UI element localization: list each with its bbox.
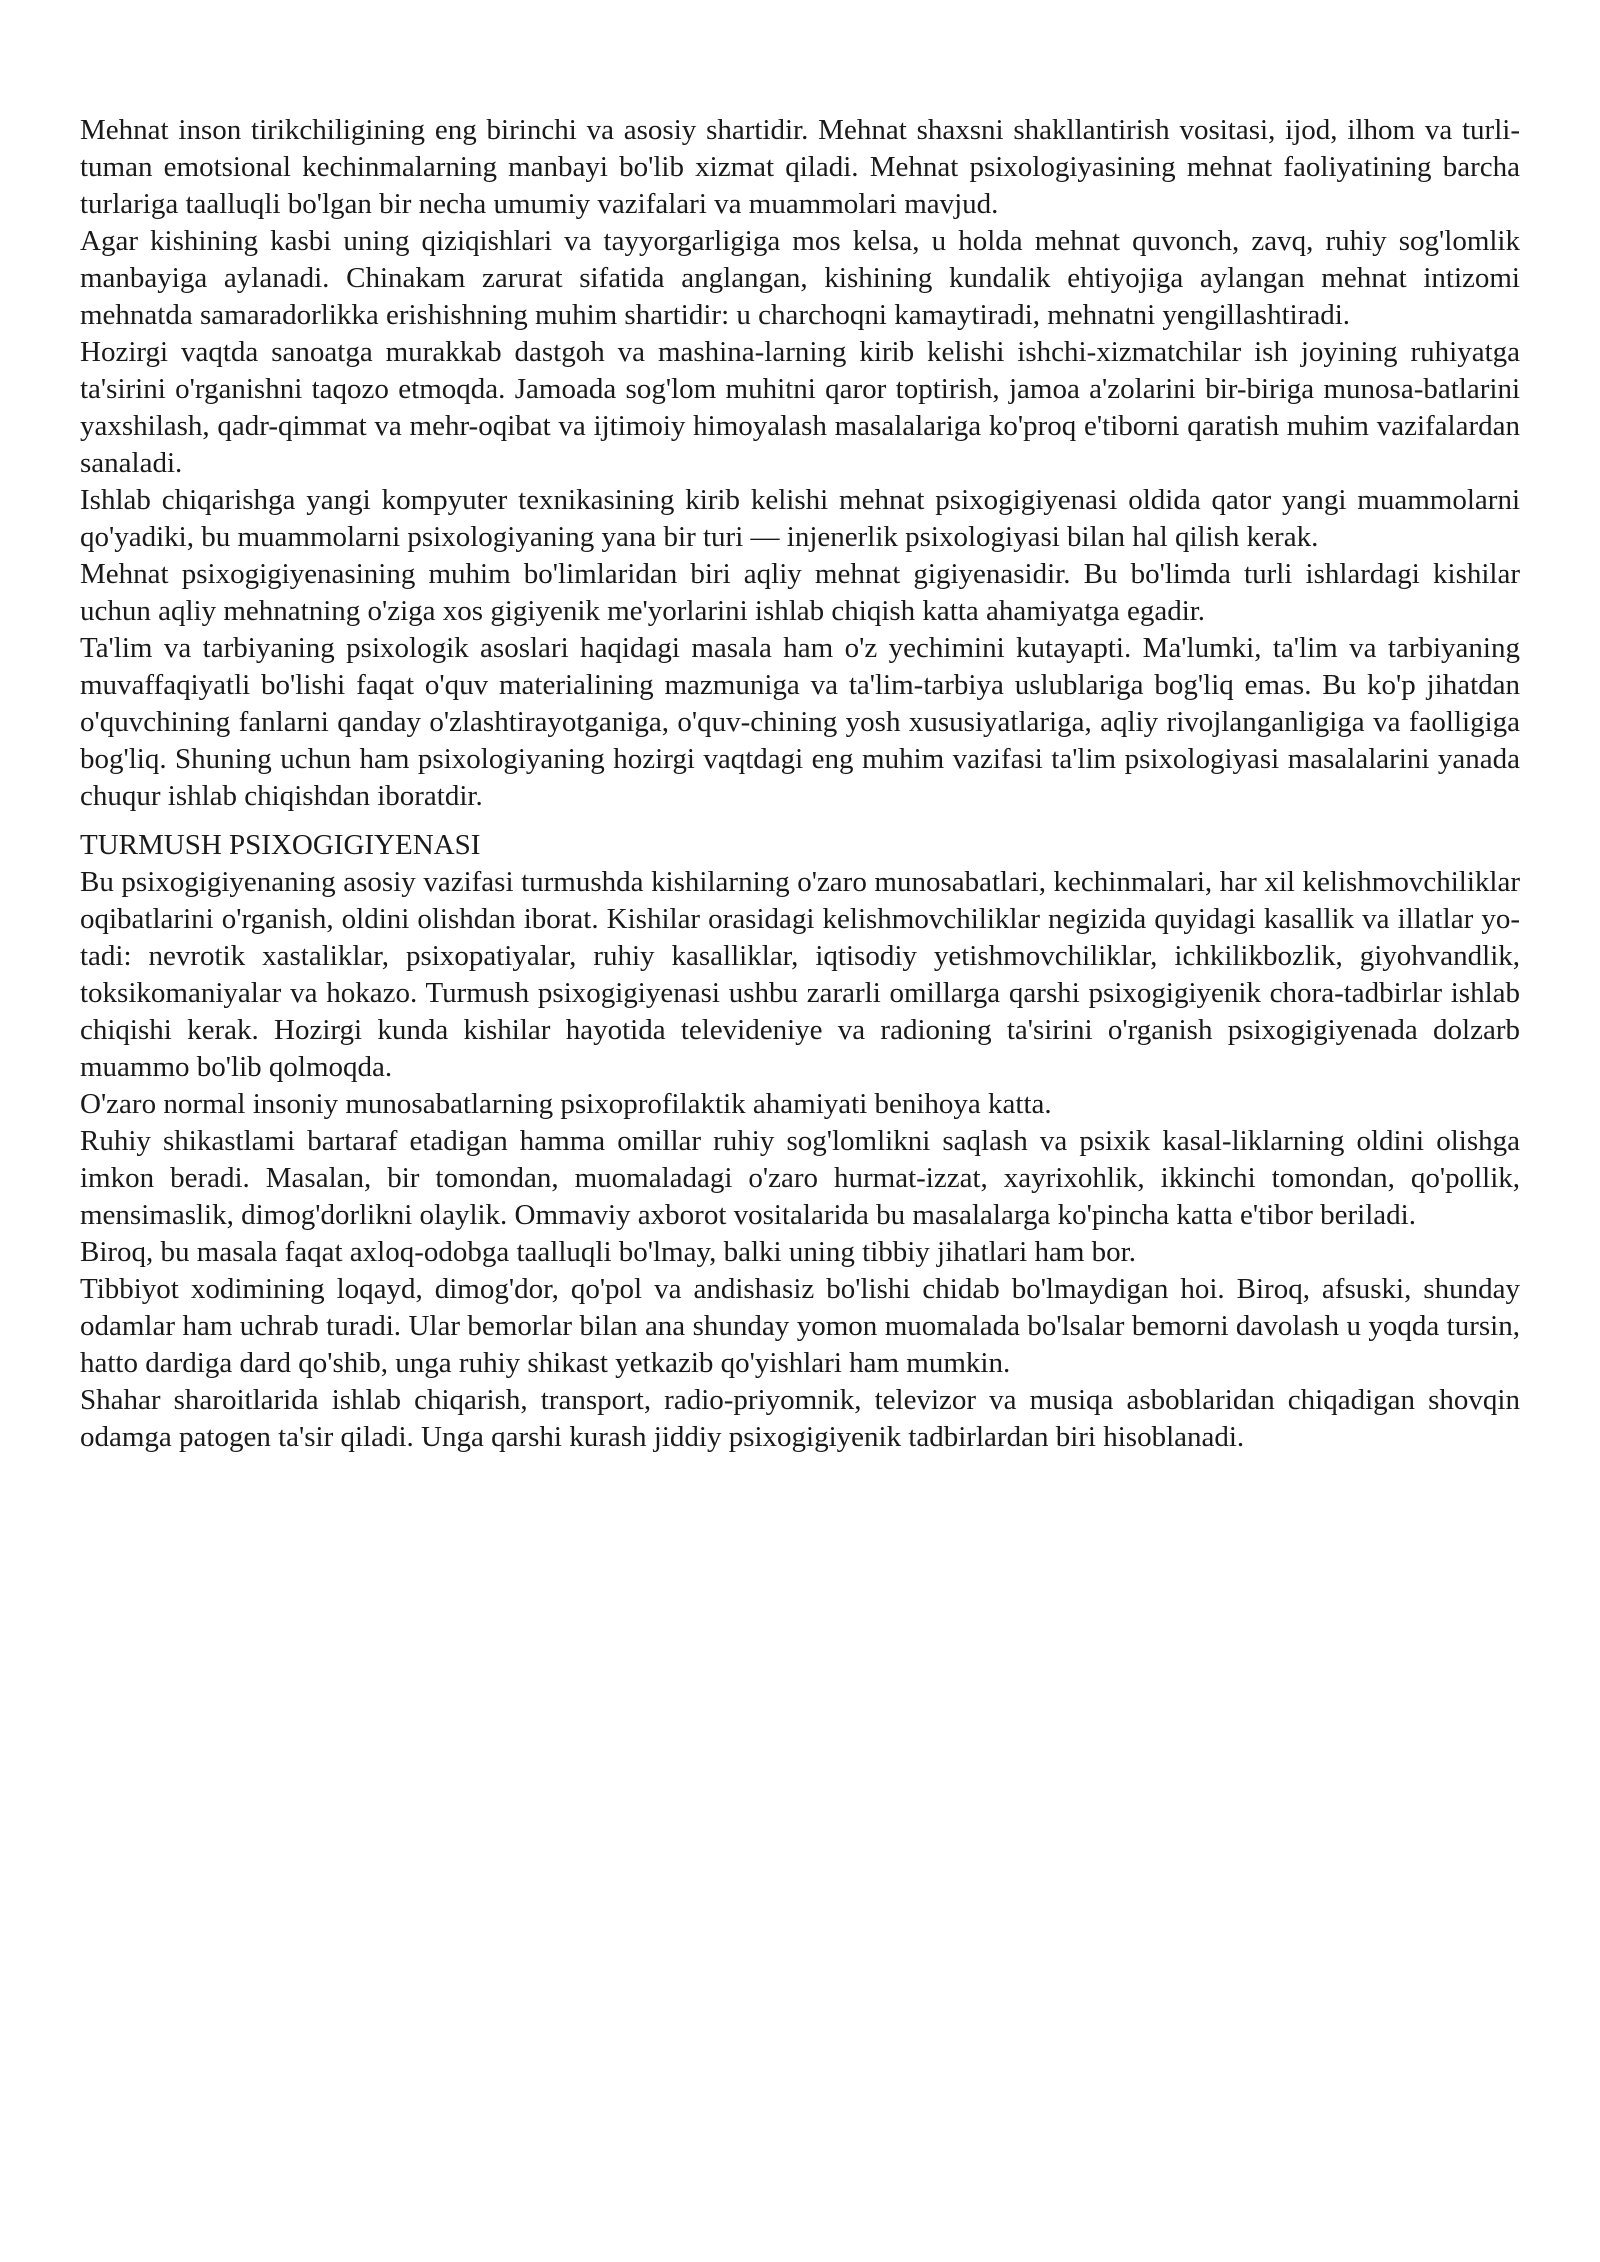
section-heading: TURMUSH PSIXOGIGIYENASI — [80, 829, 481, 861]
paragraph-talim-tarbiya: Ta'lim va tarbiyaning psixologik asoslari haqidagi masala ham o'z yechimini kutayapti. Ma'lumki, ta'lim va tarbiyaning muvaffaqiyatli bo'lishi faqat o'quv materialining mazmuniga va ta'lim-tarbiya uslublariga bog'liq emas. Bu ko'p jihatdan o'quvchining fanlarni qanday o'zlashtirayotganiga, o'quv-chining yosh xususiyatlariga, aqliy rivojlanganligiga va faolligiga bog'liq. Shuning uchun ham psixologiyaning hozirgi vaqtdagi eng muhim vazifasi ta'lim psixologiyasi masalalarini yanada chuqur ishlab chiqishdan iboratdir. — [80, 632, 1520, 812]
paragraph-mehnat-intro: Mehnat inson tirikchiligining eng birinchi va asosiy shartidir. Mehnat shaxsni shakllantirish vositasi, ijod, ilhom va turli-tuman emotsional kechinmalarning manbayi bo'lib xizmat qiladi. Mehnat psixologiyasining mehnat faoliyatining barcha turlariga taalluqli bo'lgan bir necha umumiy vazifalari va muammolari mavjud. — [80, 114, 1520, 220]
paragraph-aqliy-mehnat: Mehnat psixogigiyenasining muhim bo'limlaridan biri aqliy mehnat gigiyenasidir. Bu bo'limda turli ishlardagi kishilar uchun aqliy mehnatning o'ziga xos gigiyenik me'yorlarini ishlab chiqish katta ahamiyatga egadir. — [80, 558, 1520, 627]
paragraph-tibbiyot-xodimi: Tibbiyot xodimining loqayd, dimog'dor, qo'pol va andishasiz bo'lishi chidab bo'lmaydigan hoi. Biroq, afsuski, shunday odamlar ham uchrab turadi. Ular bemorlar bilan ana shunday yomon muomalada bo'lsalar bemorni davolash u yoqda tursin, hatto dardiga dard qo'shib, unga ruhiy shikast yetkazib qo'yishlari ham mumkin. — [80, 1273, 1520, 1379]
paragraph-kasb-qiziqish: Agar kishining kasbi uning qiziqishlari va tayyorgarligiga mos kelsa, u holda mehnat quvonch, zavq, ruhiy sog'lomlik manbayiga aylanadi. Chinakam zarurat sifatida anglangan, kishining kundalik ehtiyojiga aylangan mehnat intizomi mehnatda samaradorlikka erishishning muhim shartidir: u charchoqni kamaytiradi, mehnatni yengillashtiradi. — [80, 225, 1520, 331]
paragraph-turmush-vazifa: Bu psixogigiyenaning asosiy vazifasi turmushda kishilarning o'zaro munosabatlari, kechinmalari, har xil kelishmovchiliklar oqibatlarini o'rganish, oldini olishdan iborat. Kishilar orasidagi kelishmovchiliklar negizida quyidagi kasallik va illatlar yo-tadi: nevrotik xastaliklar, psixopatiyalar, ruhiy kasalliklar, iqtisodiy yetishmovchiliklar, ichkilikbozlik, giyohvandlik, toksikomaniyalar va hokazo. Turmush psixogigiyenasi ushbu zararli omillarga qarshi psixogigiyenik chora-tadbirlar ishlab chiqishi kerak. Hozirgi kunda kishilar hayotida televideniye va radioning ta'sirini o'rganish psixogigiyenada dolzarb muammo bo'lib qolmoqda. — [80, 866, 1520, 1083]
document-page — [80, 112, 1520, 1456]
paragraph-ruhiy-shikast: Ruhiy shikastlami bartaraf etadigan hamma omillar ruhiy sog'lomlikni saqlash va psixik kasal-liklarning oldini olishga imkon beradi. Masalan, bir tomondan, muomaladagi o'zaro hurmat-izzat, xayrixohlik, ikkinchi tomondan, qo'pollik, mensimaslik, dimog'dorlikni olaylik. Ommaviy axborot vositalarida bu masalalarga ko'pincha katta e'tibor beriladi. — [80, 1125, 1520, 1231]
paragraph-ozaro-munosabat: O'zaro normal insoniy munosabatlarning psixoprofilaktik ahamiyati benihoya katta. — [80, 1088, 1052, 1120]
paragraph-sanoat-dastgoh: Hozirgi vaqtda sanoatga murakkab dastgoh va mashina-larning kirib kelishi ishchi-xizmatchilar ish joyining ruhiyatga ta'sirini o'rganishni taqozo etmoqda. Jamoada sog'lom muhitni qaror toptirish, jamoa a'zolarini bir-biriga munosa-batlarini yaxshilash, qadr-qimmat va mehr-oqibat va ijtimoiy himoyalash masalalariga ko'proq e'tiborni qaratish muhim vazifalardan sanaladi. — [80, 336, 1520, 479]
paragraph-shahar-shovqin: Shahar sharoitlarida ishlab chiqarish, transport, radio-priyomnik, televizor va musiqa asboblaridan chiqadigan shovqin odamga patogen ta'sir qiladi. Unga qarshi kurash jiddiy psixogigiyenik tadbirlardan biri hisoblanadi. — [80, 1384, 1520, 1453]
section-spacer — [80, 815, 1520, 827]
paragraph-axloq-odob: Biroq, bu masala faqat axloq-odobga taalluqli bo'lmay, balki uning tibbiy jihatlari ham bor. — [80, 1236, 1136, 1268]
paragraph-kompyuter-texnika: Ishlab chiqarishga yangi kompyuter texnikasining kirib kelishi mehnat psixogigiyenasi oldida qator yangi muammolarni qo'yadiki, bu muammolarni psixologiyaning yana bir turi — injenerlik psixologiyasi bilan hal qilish kerak. — [80, 484, 1520, 553]
